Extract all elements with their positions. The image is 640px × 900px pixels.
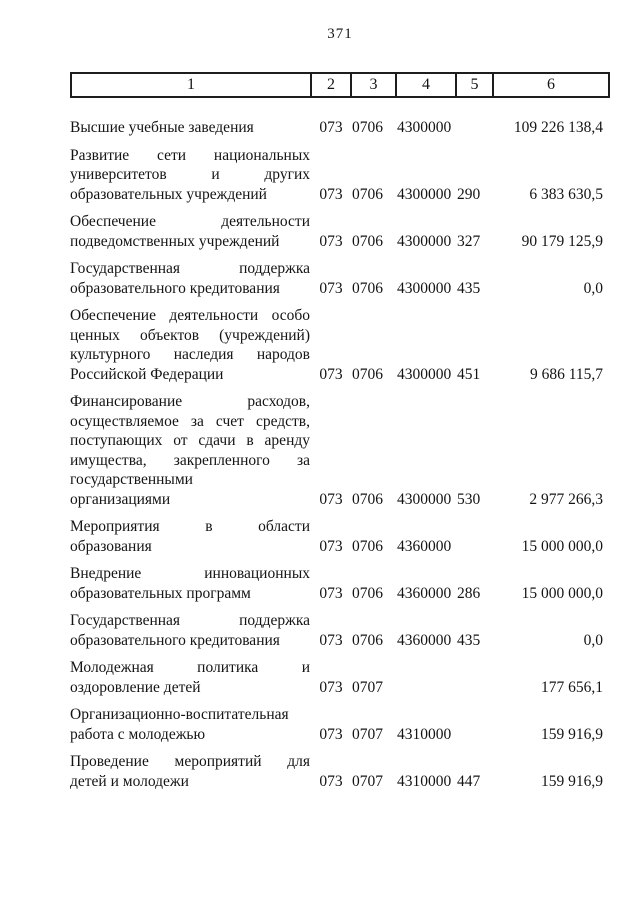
- row-code-cell-3: 0706: [352, 490, 383, 508]
- row-name-line: Государственная поддержка: [70, 260, 310, 277]
- row-name-line: подведомственных учреждений: [70, 232, 280, 250]
- row-name-line: детей и молодежи: [70, 772, 189, 790]
- row-code-cell-2: 073: [319, 631, 343, 649]
- row-name-line: Высшие учебные заведения: [70, 119, 254, 136]
- row-amount-cell: 159 916,9: [541, 772, 603, 790]
- row-code-cell-4: 4360000: [397, 584, 452, 602]
- row-amount-cell: 9 686 115,7: [529, 365, 603, 383]
- row-code-cell-2: 073: [319, 537, 343, 555]
- row-code-cell-2: 073: [319, 490, 343, 508]
- row-name-line: работа с молодежью: [70, 725, 206, 743]
- table-row: [70, 752, 610, 791]
- row-name-line: образования: [70, 537, 152, 555]
- row-name-line: Развитие сети национальных: [70, 146, 310, 164]
- row-name-line: оздоровление детей: [70, 678, 201, 696]
- row-code-cell-5: 435: [457, 631, 481, 649]
- row-code-cell-5: 447: [457, 772, 481, 790]
- row-name-line: Внедрение инновационных: [70, 565, 310, 582]
- header-cell-5: 5: [455, 74, 492, 96]
- row-code-cell-2: 073: [319, 772, 343, 790]
- row-code-cell-5: 451: [457, 365, 481, 383]
- row-code-cell-4: 4310000: [397, 772, 452, 790]
- row-code-cell-3: 0707: [352, 725, 383, 743]
- row-code-cell-3: 0706: [352, 185, 383, 203]
- row-amount-cell: 15 000 000,0: [521, 584, 603, 602]
- table-row: [70, 517, 610, 556]
- row-name-line: Обеспечение деятельности: [70, 213, 310, 230]
- row-amount-cell: 159 916,9: [541, 725, 603, 743]
- row-code-cell-5: 290: [457, 185, 481, 203]
- row-code-cell-4: 4300000: [397, 279, 452, 297]
- table-row: [70, 212, 610, 251]
- row-code-cell-2: 073: [319, 119, 343, 136]
- row-code-cell-3: 0706: [352, 365, 383, 383]
- table-row: [70, 118, 610, 138]
- row-code-cell-2: 073: [319, 365, 343, 383]
- page-number: 371: [327, 26, 353, 42]
- row-code-cell-5: 286: [457, 584, 481, 602]
- row-name-line: университетов и других: [70, 166, 310, 183]
- header-cell-2: 2: [310, 74, 350, 96]
- row-amount-cell: 15 000 000,0: [521, 537, 603, 555]
- row-code-cell-2: 073: [319, 185, 343, 203]
- row-code-cell-4: 4300000: [397, 365, 452, 383]
- row-code-cell-5: 327: [457, 232, 481, 250]
- row-code-cell-2: 073: [319, 279, 343, 297]
- header-cell-1: 1: [187, 76, 195, 93]
- row-name-cell: [70, 259, 310, 298]
- table-row: [70, 306, 610, 384]
- table-row: [70, 705, 610, 744]
- table-row: [70, 259, 610, 298]
- table-body: [70, 118, 610, 799]
- row-code-cell-5: 530: [457, 490, 481, 508]
- row-code-cell-3: 0706: [352, 232, 383, 250]
- row-name-cell: [70, 564, 310, 603]
- row-name-cell: [70, 146, 310, 205]
- row-amount-cell: 109 226 138,4: [513, 119, 603, 136]
- row-name-cell: [70, 658, 310, 697]
- row-name-line: образовательных программ: [70, 584, 251, 602]
- row-code-cell-3: 0707: [352, 772, 383, 790]
- row-name-line: Государственная поддержка: [70, 612, 310, 629]
- row-name-line: Организационно-воспитательная: [70, 706, 289, 723]
- row-code-cell-2: 073: [319, 232, 343, 250]
- row-code-cell-3: 0707: [352, 678, 383, 696]
- table-row: [70, 658, 610, 697]
- row-code-cell-3: 0706: [352, 119, 383, 136]
- row-code-cell-4: 4300000: [397, 185, 452, 203]
- row-code-cell-4: 4300000: [397, 232, 452, 250]
- row-code-cell-4: 4310000: [397, 725, 452, 743]
- row-code-cell-3: 0706: [352, 631, 383, 649]
- row-code-cell-2: 073: [319, 678, 343, 696]
- row-name-cell: [70, 611, 310, 650]
- row-amount-cell: 0,0: [583, 279, 603, 297]
- row-name-cell: [70, 705, 310, 744]
- header-cell-3: 3: [350, 74, 395, 96]
- row-name-line: образовательных учреждений: [70, 185, 267, 203]
- row-name-cell: [70, 306, 310, 384]
- row-name-line: Обеспечение деятельности особо: [70, 307, 310, 324]
- row-name-line: государственными: [70, 471, 193, 488]
- row-name-line: Российской Федерации: [70, 365, 224, 383]
- row-name-cell: [70, 118, 310, 138]
- row-amount-cell: 2 977 266,3: [529, 490, 603, 508]
- row-amount-cell: 177 656,1: [541, 678, 603, 696]
- row-code-cell-4: 4360000: [397, 631, 452, 649]
- row-code-cell-3: 0706: [352, 584, 383, 602]
- row-code-cell-3: 0706: [352, 537, 383, 555]
- row-name-cell: [70, 517, 310, 556]
- row-name-line: образовательного кредитования: [70, 279, 280, 297]
- row-code-cell-4: 4300000: [397, 119, 452, 136]
- row-code-cell-5: 435: [457, 279, 481, 297]
- row-name-line: поступающих от сдачи в аренду: [70, 432, 310, 449]
- row-code-cell-2: 073: [319, 725, 343, 743]
- row-name-line: организациями: [70, 490, 171, 508]
- table-row: [70, 611, 610, 650]
- row-name-line: Проведение мероприятий для: [70, 753, 310, 770]
- row-name-line: осуществляемое за счет средств,: [70, 412, 310, 430]
- row-name-cell: [70, 752, 310, 791]
- header-cell-4: 4: [395, 74, 455, 96]
- table-row: [70, 564, 610, 603]
- row-amount-cell: 0,0: [583, 631, 603, 649]
- table-row: [70, 146, 610, 205]
- row-name-line: имущества, закрепленного за: [70, 451, 310, 469]
- row-name-line: культурного наследия народов: [70, 346, 310, 363]
- row-code-cell-2: 073: [319, 584, 343, 602]
- row-name-line: Финансирование расходов,: [70, 393, 310, 410]
- row-name-line: образовательного кредитования: [70, 631, 280, 649]
- row-name-line: Молодежная политика и: [70, 659, 310, 676]
- row-code-cell-3: 0706: [352, 279, 383, 297]
- table-header-row: [70, 72, 610, 98]
- row-name-line: ценных объектов (учреждений): [70, 326, 310, 344]
- row-code-cell-4: 4300000: [397, 490, 452, 508]
- row-name-line: Мероприятия в области: [70, 518, 310, 535]
- row-name-cell: [70, 212, 310, 251]
- row-amount-cell: 6 383 630,5: [529, 185, 603, 203]
- row-name-cell: [70, 392, 310, 509]
- header-cell-6: 6: [492, 74, 608, 96]
- row-amount-cell: 90 179 125,9: [521, 232, 603, 250]
- table-row: [70, 392, 610, 509]
- row-code-cell-4: 4360000: [397, 537, 452, 555]
